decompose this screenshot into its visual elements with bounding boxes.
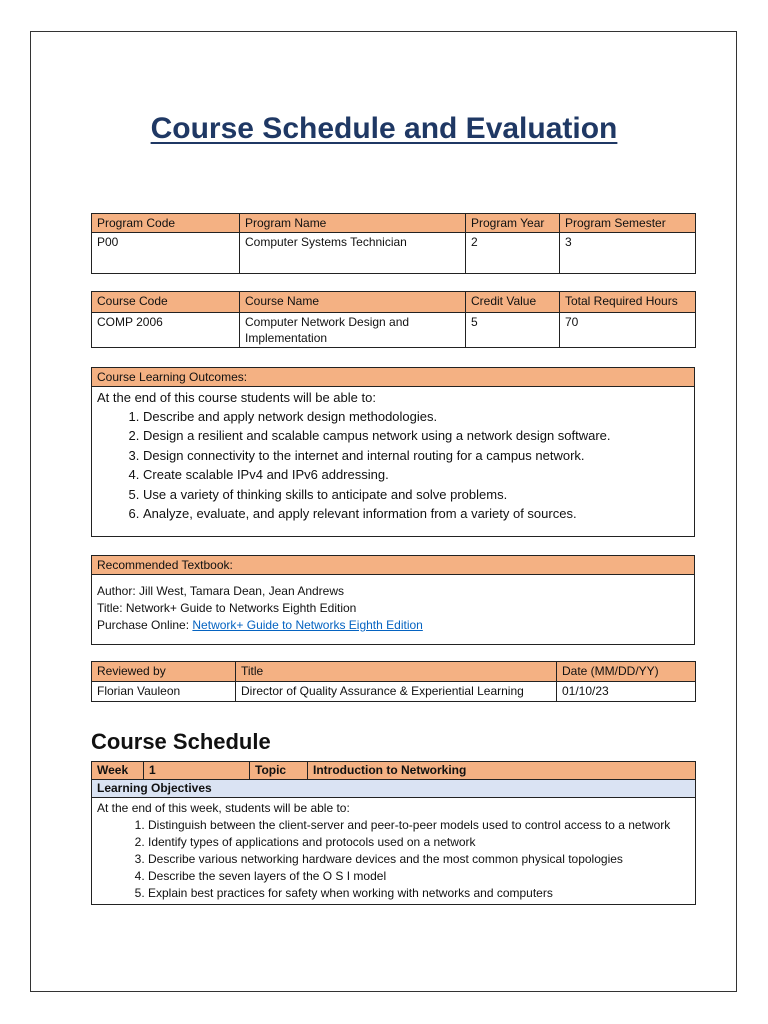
program-year-header: Program Year (466, 214, 560, 233)
page-title: Course Schedule and Evaluation (150, 112, 618, 145)
course-code-header: Course Code (92, 292, 240, 313)
program-value-row (92, 233, 696, 274)
review-header-row (92, 662, 696, 682)
credit-value-header: Credit Value (466, 292, 560, 313)
course-name-value: Computer Network Design and Implementation (240, 313, 466, 348)
objectives-content (92, 798, 696, 905)
reviewed-by-header: Reviewed by (92, 662, 236, 682)
course-schedule-title: Course Schedule (91, 729, 271, 754)
objective-item: 5. Explain best practices for safety when working with networks and computers (148, 885, 690, 902)
credit-value-value: 5 (466, 313, 560, 348)
objectives-intro: At the end of this week, students will be able to: (97, 801, 350, 815)
objective-item: 4. Describe the seven layers of the O S I model (148, 868, 690, 885)
learning-outcomes-list (92, 407, 694, 523)
objectives-content-row (92, 798, 696, 905)
outcome-item: 6. Analyze, evaluate, and apply relevant information from a variety of sources. (143, 504, 694, 523)
objective-item: 1. Distinguish between the client-server and peer-to-peer models used to control access to a network (148, 817, 690, 834)
textbook-header: Recommended Textbook: (92, 556, 694, 575)
week-header-row (92, 762, 696, 780)
learning-outcomes-box (91, 367, 695, 537)
textbook-title: Title: Network+ Guide to Networks Eighth Edition (97, 601, 357, 615)
course-table (91, 291, 696, 348)
course-code-value: COMP 2006 (92, 313, 240, 348)
program-code-header: Program Code (92, 214, 240, 233)
review-date-value: 01/10/23 (557, 682, 696, 702)
program-code-value: P00 (92, 233, 240, 274)
topic-label: Topic (250, 762, 308, 780)
program-year-value: 2 (466, 233, 560, 274)
objectives-label: Learning Objectives (92, 780, 696, 798)
textbook-body (92, 575, 694, 634)
week-value: 1 (144, 762, 250, 780)
program-name-value: Computer Systems Technician (240, 233, 466, 274)
program-semester-header: Program Semester (560, 214, 696, 233)
objectives-list (97, 817, 690, 902)
review-table (91, 661, 696, 702)
schedule-table (91, 761, 696, 905)
week-label: Week (92, 762, 144, 780)
objectives-row (92, 780, 696, 798)
textbook-box (91, 555, 695, 645)
objective-item: 2. Identify types of applications and protocols used on a network (148, 834, 690, 851)
textbook-purchase (97, 617, 689, 634)
review-title-header: Title (236, 662, 557, 682)
course-value-row (92, 313, 696, 348)
program-table (91, 213, 696, 274)
program-header-row (92, 214, 696, 233)
objective-item: 3. Describe various networking hardware devices and the most common physical topologies (148, 851, 690, 868)
review-title-value: Director of Quality Assurance & Experiential Learning (236, 682, 557, 702)
purchase-label: Purchase Online: (97, 618, 193, 632)
learning-outcomes-header: Course Learning Outcomes: (92, 368, 694, 387)
course-name-header: Course Name (240, 292, 466, 313)
outcome-item: 1. Describe and apply network design methodologies. (143, 407, 694, 426)
review-value-row (92, 682, 696, 702)
reviewed-by-value: Florian Vauleon (92, 682, 236, 702)
total-hours-header: Total Required Hours (560, 292, 696, 313)
outcome-item: 4. Create scalable IPv4 and IPv6 addressing. (143, 465, 694, 484)
program-semester-value: 3 (560, 233, 696, 274)
course-header-row (92, 292, 696, 313)
outcome-item: 3. Design connectivity to the internet and internal routing for a campus network. (143, 446, 694, 465)
total-hours-value: 70 (560, 313, 696, 348)
program-name-header: Program Name (240, 214, 466, 233)
topic-value: Introduction to Networking (308, 762, 696, 780)
purchase-link[interactable]: Network+ Guide to Networks Eighth Edition (192, 618, 423, 632)
learning-outcomes-intro: At the end of this course students will be able to: (97, 390, 376, 405)
outcome-item: 2. Design a resilient and scalable campus network using a network design software. (143, 426, 694, 445)
textbook-author: Author: Jill West, Tamara Dean, Jean Andrews (97, 584, 345, 598)
outcome-item: 5. Use a variety of thinking skills to anticipate and solve problems. (143, 485, 694, 504)
review-date-header: Date (MM/DD/YY) (557, 662, 696, 682)
